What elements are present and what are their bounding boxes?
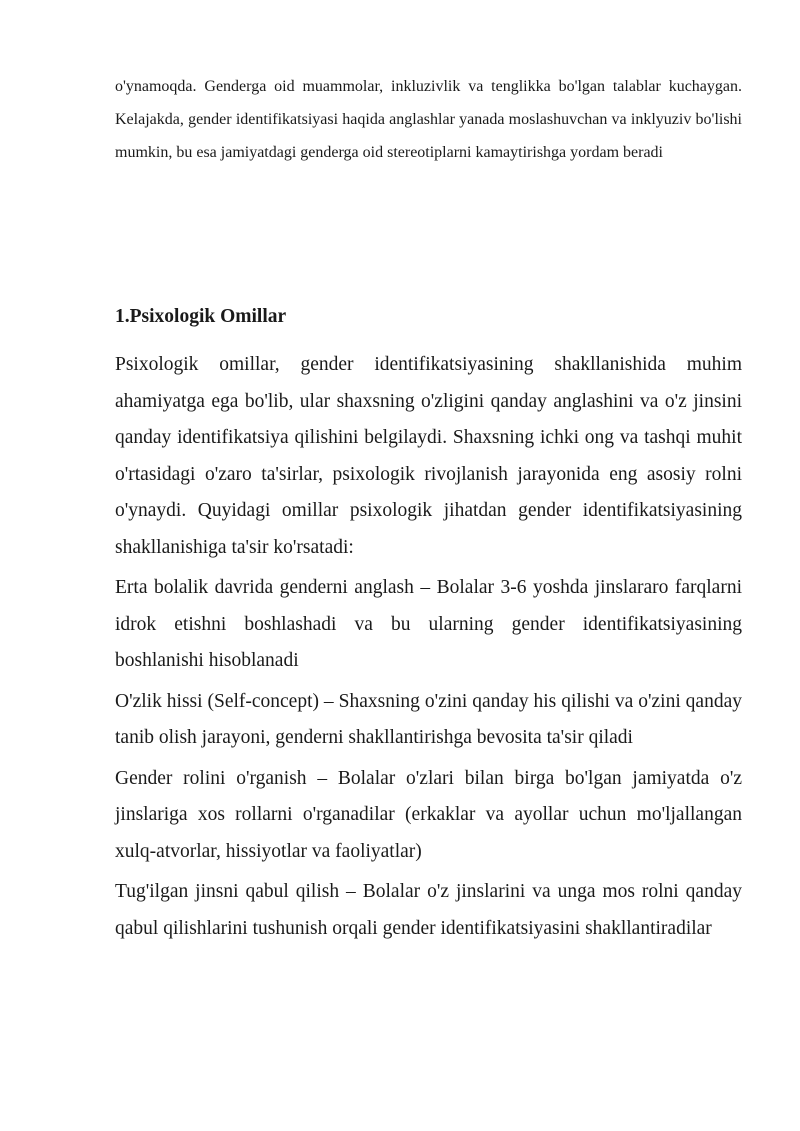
paragraph-gender-role: Gender rolini o'rganish – Bolalar o'zlari bilan birga bo'lgan jamiyatda o'z jinslariga xos rollarni o'rganadilar (erkaklar va ayollar uchun mo'ljallangan xulq-atvorlar, hissiyotlar va faoliyatlar) — [115, 767, 742, 862]
section-heading: 1.Psixologik Omillar — [115, 306, 287, 327]
paragraph-early-childhood: Erta bolalik davrida genderni anglash – Bolalar 3-6 yoshda jinslararo farqlarni idrok etishni boshlashadi va bu ularning gender identifikatsiyasining boshlanishi hisoblanadi — [115, 577, 742, 671]
intro-paragraph: o'ynamoqda. Genderga oid muammolar, inkluzivlik va tenglikka bo'lgan talablar kuchaygan. Kelajakda, gender identifikatsiyasi haqida anglashlar yanada moslashuvchan va inklyuziv bo'lishi mumkin, bu esa jamiyatdagi genderga oid stereotiplarni kamaytirishga yordam beradi — [115, 78, 742, 161]
paragraph-self-concept: O'zlik hissi (Self-concept) – Shaxsning o'zini qanday his qilishi va o'zini qanday tanib olish jarayoni, genderni shakllantirishga bevosita ta'sir qiladi — [115, 690, 742, 748]
paragraph-accepting-sex: Tug'ilgan jinsni qabul qilish – Bolalar o'z jinslarini va unga mos rolni qanday qabul qilishlarini tushunish orqali gender identifikatsiyasini shakllantiradilar — [115, 881, 742, 939]
document-page — [115, 70, 742, 939]
paragraph-overview: Psixologik omillar, gender identifikatsiyasining shakllanishida muhim ahamiyatga ega bo'lib, ular shaxsning o'zligini qanday anglashini va o'z jinsini qanday identifikatsiya qilishini belgilaydi. Shaxsning ichki ong va tashqi muhit o'rtasidagi o'zaro ta'sirlar, psixologik rivojlanish jarayonida eng asosiy rolni o'ynaydi. Quyidagi omillar psixologik jihatdan gender identifikatsiyasining shakllanishiga ta'sir ko'rsatadi: — [115, 354, 742, 558]
section-body — [115, 347, 742, 951]
